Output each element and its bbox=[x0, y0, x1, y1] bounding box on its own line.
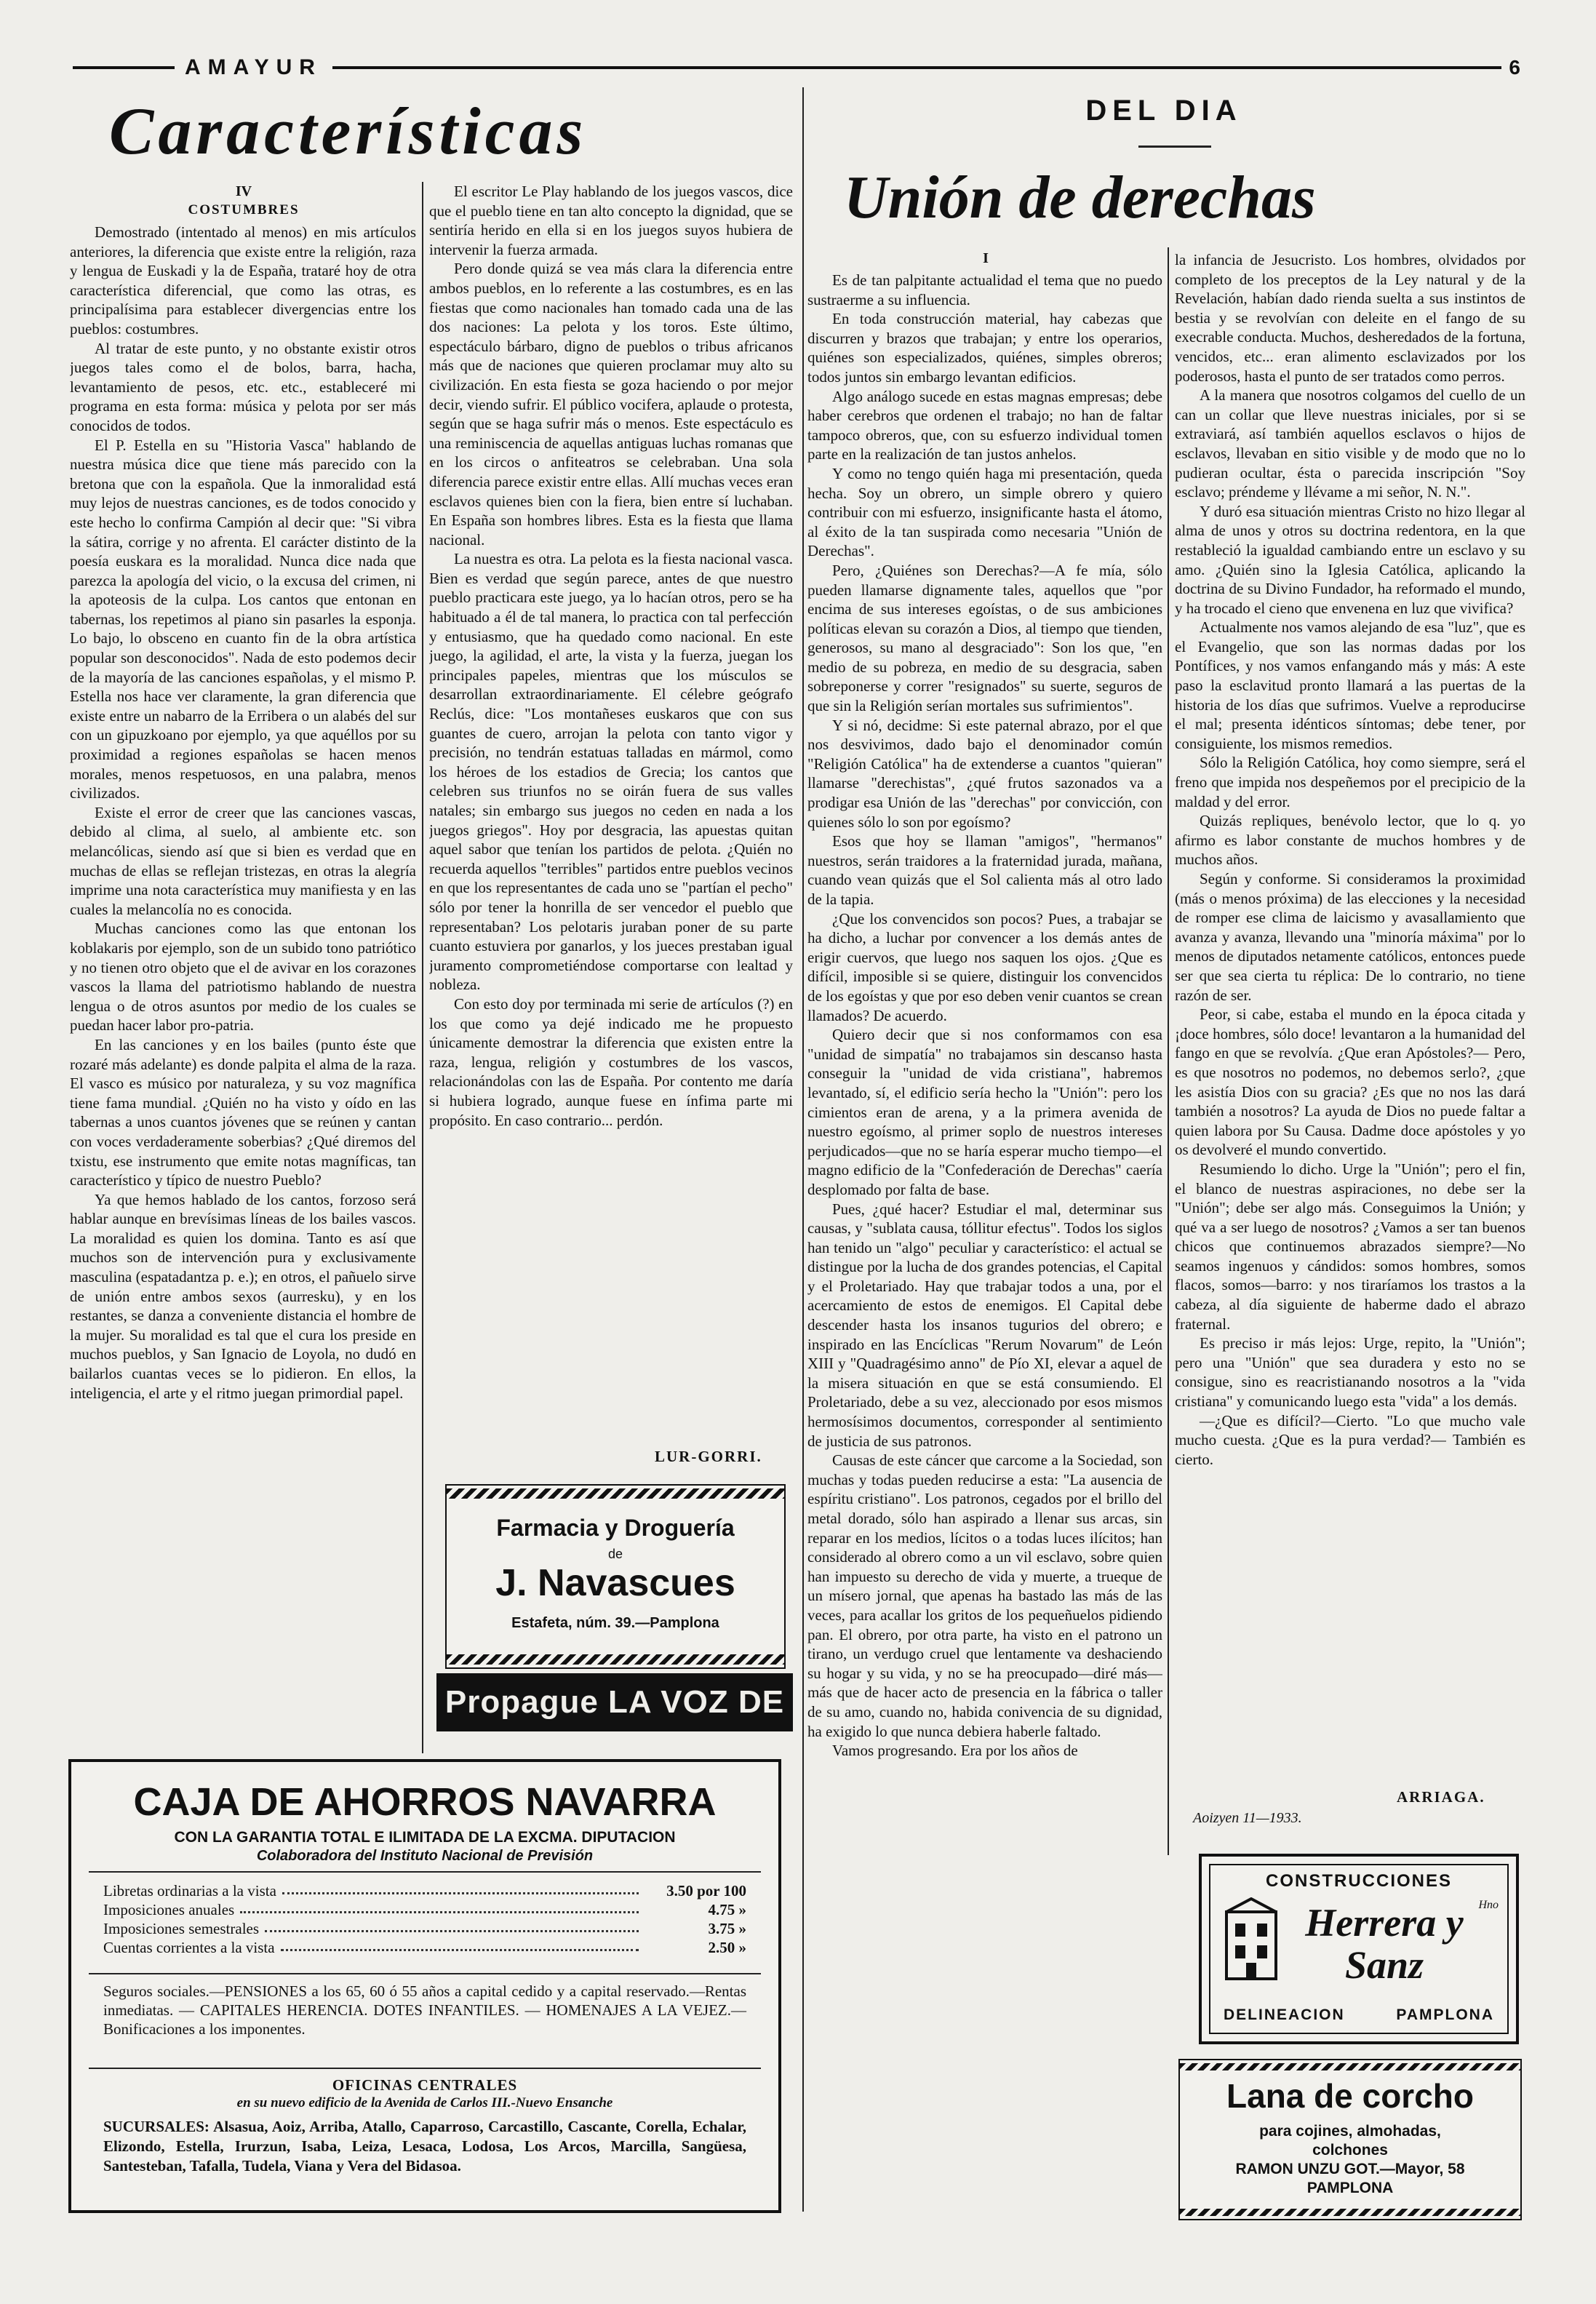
paragraph: Con esto doy por terminada mi serie de artículos (?) en los que como ya dejé indicado me he propuesto únicamente demostrar la diferencia que existen entre la raza, lengua, religión y costumbres de los vascos, relacionándolas con las de España. Por contento me daría si hubiera logrado, aunque fuese en ínfima parte mi propósito. En caso contrario... perdón. bbox=[429, 994, 793, 1129]
herrera-right: PAMPLONA bbox=[1396, 2006, 1494, 2023]
right-article-kicker: DEL DIA bbox=[1085, 95, 1242, 127]
caja-services: Seguros sociales.—PENSIONES a los 65, 60 ó 55 años a capital cedido y a capital reservado.—Rentas inmediatas. — CAPITALES HERENCIA. DOTES INFANTILES. — HOMENAJES A LA VEJEZ.—Bonificaciones a los imponentes. bbox=[103, 1982, 746, 2038]
farmacia-line1: Farmacia y Droguería bbox=[496, 1515, 735, 1541]
paragraph: Peor, si cabe, estaba el mundo en la época citada y ¡doce hombres, sólo doce! levantaron a la humanidad del fango en que se revolvía. ¿Que eran Apóstoles?— Pero, es que nosotros no podemos, no debemos serlo?, ¿que les asistía Dios con su gracia? ¿Es que no nos las dará también a nosotros? La ayuda de Dios no puede faltar a quien labora por Su Causa. Dadme doce apóstoles y yo os devolveré el mundo convertido. bbox=[1175, 1005, 1525, 1159]
rate-leader bbox=[282, 1881, 639, 1894]
caja-sub2: Colaboradora del Instituto Nacional de Previsión bbox=[256, 1848, 594, 1864]
rate-row bbox=[103, 1938, 746, 1957]
left-article-signature: LUR-GORRI. bbox=[655, 1448, 762, 1465]
paragraph: —¿Que es difícil?—Cierto. "Lo que mucho vale mucho cuesta. ¿Que es la pura verdad?— También es cierto. bbox=[1175, 1411, 1525, 1468]
paragraph: Vamos progresando. Era por los años de bbox=[832, 1742, 1078, 1760]
left-article-part: IV bbox=[235, 183, 252, 199]
paragraph: Es preciso ir más lejos: Urge, repito, la "Unión"; pero una "Unión" que sea duradera y esto no se consigue, sino es reacristianando nosotros a la "vida cristiana" y comunicando luego esta "vida" a los demás. bbox=[1175, 1334, 1525, 1411]
right-article-dateline: Aoizyen 11—1933. bbox=[1193, 1810, 1302, 1826]
lana-border-top bbox=[1180, 2063, 1520, 2070]
lana-line3: RAMON UNZU GOT.—Mayor, 58 bbox=[1235, 2161, 1465, 2177]
left-article-column-2 bbox=[429, 182, 793, 1433]
caja-rates-list bbox=[103, 1881, 746, 1957]
herrera-top: CONSTRUCCIONES bbox=[1265, 1871, 1452, 1891]
herrera-name: Herrera y Sanz bbox=[1305, 1901, 1464, 1987]
page-number: 6 bbox=[1509, 56, 1520, 79]
rate-label: Libretas ordinarias a la vista bbox=[103, 1882, 276, 1900]
farmacia-border-top bbox=[447, 1488, 784, 1499]
caja-offices-sub: en su nuevo edificio de la Avenida de Carlos III.-Nuevo Ensanche bbox=[236, 2095, 613, 2110]
paragraph: En las canciones y en los bailes (punto éste que rozaré más adelante) es donde palpita el alma de la raza. El vasco es músico por naturaleza, y su voz magnífica tiene fama mundial. ¿Quién no ha visto y oído en las tabernas a unos cuantos jóvenes que se reúnen y cantan con voces verdaderamente soberbias? ¿Qué diremos del txistu, ese instrumento que emite notas magníficas, tan característico y típico de nuestro Pueblo? bbox=[70, 1035, 416, 1189]
herrera-mark: Hno bbox=[1478, 1899, 1499, 1911]
farmacia-name: J. Navascues bbox=[495, 1562, 735, 1604]
rate-leader bbox=[281, 1938, 639, 1951]
lana-line4: PAMPLONA bbox=[1306, 2180, 1394, 2196]
paragraph: Ya que hemos hablado de los cantos, forzoso será hablar aunque en brevísimas líneas de los bailes vascos. La moralidad es quien los domina. Tanto es así que muchos son de intervención pura y exclusivamente masculina (espatadantza p. e.); en otros, el pañuelo sirve de unión entre ambos sexos (aurresku), y en los restantes, se danza a conveniente distancia el hombre de la mujer. Su moralidad es tal que el cura los preside en muchos pueblos, y San Ignacio de Loyola, no dudó en bailarlos cuantas veces se lo pidieron. En ellos, la inteligencia, el arte y el ritmo juegan primordial papel. bbox=[70, 1190, 416, 1402]
right-article-signature: ARRIAGA. bbox=[1397, 1788, 1485, 1806]
rate-leader bbox=[265, 1919, 639, 1932]
paragraph: Según y conforme. Si consideramos la proximidad (más o menos próxima) de las elecciones y la necesidad de romper ese clima de laicismo y avasallamiento que avanza y avanza, llevando una "minoría máxima" por lo menos de diputados netamente católicos, entonces puede ser que sea cierta tu réplica: De lo contrario, no tiene razón de ser. bbox=[1175, 870, 1525, 1004]
herrera-left: DELINEACION bbox=[1224, 2006, 1345, 2023]
left-article-title: Características bbox=[109, 94, 588, 168]
paragraph: Existe el error de creer que las canciones vascas, debido al clima, al suelo, al ambiente etc. son melancólicas, siendo así que si bien es verdad que en muchas de ellas se reflejan tristezas, en otras la alegría imprime una nota característica muy manifiesta y en las cuales la melancolía no es conocida. bbox=[70, 803, 416, 918]
paragraph: Esos que hoy se llaman "amigos", "hermanos" nuestros, serán traidores a la fraternidad jurada, mañana, cuando vean quizás que el Sol calienta más al otro lado de la tapia. bbox=[807, 832, 1162, 908]
paragraph: Causas de este cáncer que carcome a la Sociedad, son muchas y todas pueden reducirse a esta: "La ausencia de espíritu cristiano". Los patronos, cegados por el brillo del metal dorado, sólo han aspirado a llenar sus arcas, sin reparar en los medios, lícitos o a todas luces ilícitos; han considerado al obrero como a un vil esclavo, sobre quien han impuesto su derecho de vida y muerte, a trueque de un mísero jornal, que apenas ha bastado las más de las veces, para acallar los gritos de los pequeñuelos pidiendo pan. El obrero, por otra parte, ha visto en el patrono un tirano, un verdugo cruel que lentamente va deshaciendo su hogar y su vida, y no se ha preocupado—diré más—más que de hacer acto de presencia en la fábrica o taller de su amo, cuando no, habida conivencia de su dignidad, ha exigido lo que nunca debiera haberle faltado. bbox=[807, 1451, 1162, 1740]
masthead bbox=[73, 57, 1528, 79]
paragraph: Algo análogo sucede en estas magnas empresas; debe haber cerebros que ordenen el trabajo; no han de faltar tampoco obreros, que, con su esfuerzo individual tomen parte en la realización de tan justos anhelos. bbox=[807, 387, 1162, 463]
kicker-underline bbox=[1138, 146, 1211, 148]
paragraph: Demostrado (intentado al menos) en mis artículos anteriores, la diferencia que existe entre la religión, raza y lengua de Euskadi y la de España, trataré hoy de otra característica diferencial, que como las otras, es principalísima para establecer divergencias entre los pueblos: costumbres. bbox=[70, 223, 416, 338]
rate-row bbox=[103, 1900, 746, 1919]
caja-sub1: CON LA GARANTIA TOTAL E ILIMITADA DE LA EXCMA. DIPUTACION bbox=[174, 1829, 676, 1846]
farmacia-de: de bbox=[607, 1547, 623, 1561]
lana-title: Lana de corcho bbox=[1226, 2077, 1474, 2115]
column-rule-1 bbox=[422, 182, 423, 1753]
left-article-column-1 bbox=[70, 223, 416, 1736]
paragraph: Sólo la Religión Católica, hoy como siempre, será el freno que impida nos despeñemos por el precipicio de la maldad y del error. bbox=[1175, 754, 1525, 810]
rate-value: 4.75 » bbox=[708, 1901, 746, 1918]
paragraph: la infancia de Jesucristo. Los hombres, olvidados por completo de los preceptos de la Ley natural y de la Revelación, habían dado rienda suelta a sus instintos de bestia y se revolvían con deleite en el fango de su execrable conducta. Muchos, desheredados de la fortuna, vencidos, etc... eran alimento esclavizados por los poderosos, hasta el punto de ser tratados como perros. bbox=[1175, 251, 1525, 385]
paragraph: Quizás repliques, benévolo lector, que lo q. yo afirmo es labor constante de muchos hombres y de muchos años. bbox=[1175, 812, 1525, 869]
left-article-section: COSTUMBRES bbox=[188, 202, 300, 218]
caja-rule-3 bbox=[89, 2068, 761, 2069]
right-article-column-4 bbox=[1175, 250, 1525, 1771]
paragraph: Y como no tengo quién haga mi presentación, queda hecha. Soy un obrero, un simple obrero y quiero contribuir con mi esfuerzo, insignificante hasta el átomo, al éxito de la tan suspirada como necesaria "Unión de Derechas". bbox=[807, 464, 1162, 560]
lana-corcho-ad bbox=[1178, 2059, 1522, 2220]
paragraph: El escritor Le Play hablando de los juegos vascos, dice que el pueblo tiene en tan alto concepto la dignidad, que se sentiría herido en ella si en los juegos suyos hubiera de intervenir la fuerza armada. bbox=[429, 183, 793, 258]
rate-label: Cuentas corrientes a la vista bbox=[103, 1939, 275, 1956]
caja-offices-title: OFICINAS CENTRALES bbox=[332, 2076, 518, 2094]
rate-label: Imposiciones semestrales bbox=[103, 1920, 260, 1937]
paragraph: A la manera que nosotros colgamos del cuello de un can un collar que lleve nuestras iniciales, por si se extraviará, así también aquellos esclavos o hijos de esclavos, llevaban en sitio visible y de modo que no lo pudieran ocultar, ésta o parecida inscripción "Soy esclavo; préndeme y llévame a mi señor, N. N.". bbox=[1175, 386, 1525, 501]
rate-label: Imposiciones anuales bbox=[103, 1901, 235, 1918]
masthead-rule-right bbox=[332, 66, 1502, 69]
rate-value: 3.75 » bbox=[708, 1920, 746, 1937]
paragraph: En toda construcción material, hay cabezas que discurren y brazos que trabajan; y entre los operarios, quiénes son especializados, quiénes, simples obreros; todos juntos sin embargo levantan edificios. bbox=[807, 310, 1162, 386]
right-article-part: I bbox=[983, 250, 989, 266]
paragraph: La nuestra es otra. La pelota es la fiesta nacional vasca. Bien es verdad que según parece, antes de que nuestro pueblo practicara este juego, ya lo hacían otros, pero se ha habituado a él de tal manera, lo practica con tal perfección y entusiasmo, que ha quedado como nacional. En este juego, la agilidad, el arte, la vista y la fuerza, juegan los principales papeles, mientras que los músculos se desarrollan extraordinariamente. El célebre geógrafo Reclús, dice: "Los montañeses euskaros que con sus guantes de cuero, arrojan la pelota con tanto vigor y precisión, no tendrán estatuas talladas en mármol, como los héroes de los estadios de Grecia; los cantos que celebren sus triunfos no se oirán fuera de sus valles natales; sin embargo sus juegos no ceden en nada a los juegos griegos". Hoy por desgracia, las apuestas quitan aquel sabor que tenían los partidos de pelota. ¿Quién no recuerda aquellos "terribles" partidos entre pueblos vecinos en que los representantes de cada uno se "partían el pecho" sólo por tener la honrilla de ser vencedor el pueblo que representaban? Los pelotaris juraban poner de su parte cuanto estuviera por ganarlos, y los jueces prestaban igual juramento comprometiéndose comportarse con lealtad y nobleza. bbox=[429, 550, 793, 994]
lana-line2: colchones bbox=[1312, 2142, 1388, 2158]
paragraph: Quiero decir que si nos conformamos con esa "unidad de simpatía" no trabajamos sin descanso hasta conseguir la "unidad de vida cristiana", habremos levantado, sí, el edificio sería hecho la "Unión": pero los cimientos eran de arena, y a la primera avenida de nuestro egoísmo, al primer soplo de nuestros intereses perjudicados—que no se haría esperar mucho tiempo—el magno edificio de la "Confederación de Derechas" caería desplomado por falta de base. bbox=[807, 1026, 1162, 1198]
paragraph: Es de tan palpitante actualidad el tema que no puedo sustraerme a su influencia. bbox=[807, 271, 1162, 308]
caja-rule-1 bbox=[89, 1871, 761, 1873]
rate-value: 2.50 » bbox=[708, 1939, 746, 1956]
rate-leader bbox=[240, 1900, 639, 1913]
caja-branches: SUCURSALES: Alsasua, Aoiz, Arriba, Atallo, Caparroso, Carcastillo, Cascante, Corella, Echalar, Elizondo, Estella, Irurzun, Isaba, Leiza, Lesaca, Lodosa, Los Arcos, Marcilla, Sangüesa, Santesteban, Tafalla, Tudela, Viana y Vera del Bidasoa. bbox=[103, 2118, 746, 2175]
column-rule-3 bbox=[1168, 247, 1169, 1855]
column-rule-2 bbox=[802, 87, 804, 2212]
propague-banner: Propague LA VOZ DE bbox=[436, 1673, 793, 1731]
paragraph: ¿Que los convencidos son pocos? Pues, a trabajar se ha dicho, a luchar por convencer a los demás antes de erigir cuervos, que luego nos saquen los ojos. ¿Que es difícil, imposible si se quiere, distinguir los convencidos de los egoístas y que por eso deben venir cuantos se crean llamados? De acuerdo. bbox=[807, 909, 1162, 1024]
caja-ahorros-ad bbox=[68, 1759, 781, 2213]
caja-title: CAJA DE AHORROS NAVARRA bbox=[133, 1780, 717, 1824]
right-article-title: Unión de derechas bbox=[844, 164, 1316, 231]
paragraph: Resumiendo lo dicho. Urge la "Unión"; pero el fin, el blanco de nuestras aspiraciones, no debe ser la "Unión"; debe ser algo más. Conseguimos la Unión; y qué va a ser luego de nosotros? ¿Vamos a ser tan buenos chicos que continuemos abrazados siempre?—No seamos ingenuos y cándidos: somos hombres, somos flacos, somos—barro: y nos tiraríamos los trastos a la cabeza, al día siguiente de haberme dado el abrazo fraternal. bbox=[1175, 1160, 1525, 1333]
masthead-rule-left bbox=[73, 66, 175, 69]
paragraph: Pues, ¿qué hacer? Estudiar el mal, determinar sus causas, y "sublata causa, tóllitur efectus". Todos los siglos han tenido un "algo" peculiar y característico: el actual se distingue por la lucha de dos grandes potencias, el Capital y el Proletariado. Hay que trabajar todos a una, por el acercamiento de estos de enemigos. El Capital debe descender hasta los insanos tugurios del obrero; e inspirado en las Encíclicas "Rerum Novarum" de León XIII y "Quadragésimo anno" de Pío XI, elevar a aquel de la misera situación en que se está consumiendo. El Proletariado, debe a su vez, aleccionado por esos mismos hermosísimos documentos, corresponder al sentimiento de justicia de sus patronos. bbox=[807, 1200, 1162, 1450]
caja-rule-2 bbox=[89, 1973, 761, 1974]
farmacia-address: Estafeta, núm. 39.—Pamplona bbox=[511, 1615, 719, 1631]
farmacia-border-bottom bbox=[447, 1654, 784, 1665]
paragraph: Al tratar de este punto, y no obstante existir otros juegos tales como el de bolos, barra, hacha, levantamiento de pesos, etc. etc., estableceré mi programa en esta forma: música y pelota por ser más conocidos de todos. bbox=[70, 339, 416, 434]
herrera-sanz-ad bbox=[1199, 1854, 1519, 2044]
lana-line1: para cojines, almohadas, bbox=[1259, 2123, 1441, 2140]
rate-row bbox=[103, 1881, 746, 1900]
rate-value: 3.50 por 100 bbox=[666, 1882, 746, 1900]
paragraph: Pero, ¿Quiénes son Derechas?—A fe mía, sólo pueden llamarse dignamente tales, aquellos que "por encima de sus intereses egoístas, o de sus ambiciones políticas elevan su corazón a Dios, al tiempo que tienden, generosos, su mano al desgraciado": Son los que, "en medio de su pobreza, en medio de su desgracia, saben sobreponerse y correr "resignados" su suerte, seguros de que sin la Religión serían mortales sus sufrimientos". bbox=[807, 561, 1162, 715]
building-icon bbox=[1222, 1897, 1280, 1985]
paragraph: El P. Estella en su "Historia Vasca" hablando de nuestra música dice que tiene más parecido con la bretona que con la española. Que la inmoralidad está muy lejos de nuestras canciones, es de todos conocido y este hecho lo confirma Campión al decir que: "Si vibra la sátira, corrige y no afrenta. El carácter distinto de la poesía euskara es la moralidad. Nunca dice nada que parezca la apología del vicio, o la excusa del crimen, ni la apoteosis de la culpa. Los cantos que entonan en tabernas, los repetimos al piano sin pasarles la esponja. Lo bajo, lo obsceno en cuanto fin de la obra artística popular son desconocidos". Nada de esto podemos decir de la mayoría de las canciones españolas, y el mismo P. Estella nos hace ver claramente, la gran diferencia que existe entre un nabarro de la Erribera o un alabés del sur con un gipuzkoano por ejemplo, ya que aquéllos por su proximidad a regiones españolas se hacen menos morales, menos respetuosos, en una palabra, menos civilizados. bbox=[70, 436, 416, 802]
farmacia-ad bbox=[445, 1484, 786, 1669]
paragraph: Actualmente nos vamos alejando de esa "luz", que es el Evangelio, que son las normas dadas por los Pontífices, y nos vamos enfangando más y más: A este paso la esclavitud pronto llamará a las puertas de la historia de los días que sufrimos. Vuelve a reproducirse el mal; presenta idénticos síntomas; debe tener, por consiguiente, los mismos remedios. bbox=[1175, 618, 1525, 752]
rate-row bbox=[103, 1919, 746, 1938]
paragraph: Muchas canciones como las que entonan los koblakaris por ejemplo, son de un subido tono patriótico y no tienen otro objeto que el de avivar en los corazones vascos la llama del patriotismo hablando de nuestra lengua o de otros asuntos por medio de los cuales se puedan hacer labor pro-patria. bbox=[70, 920, 416, 1035]
lana-border-bottom bbox=[1180, 2209, 1520, 2216]
paragraph: Y si nó, decidme: Si este paternal abrazo, por el que nos desvivimos, dado bajo el denominador común "Religión Católica" ha de extenderse a cuantos "quieran" llamarse "derechistas", ¿qué frutos sazonados va a prodigar esa Unión de las "derechas" por convicción, con quienes sólo lo son por egoísmo? bbox=[807, 716, 1162, 831]
paragraph: Y duró esa situación mientras Cristo no hizo llegar al alma de unos y otros su doctrina redentora, en la que restableció la igualdad cambiando entre un esclavo y su amo. ¿Quién sino la Iglesia Católica, aplicando la doctrina de su Divino Fundador, ha reformado el mundo, y ha trocado el cieno que envenena en luz que vivifica? bbox=[1175, 502, 1525, 617]
right-article-column-3 bbox=[807, 271, 1162, 2220]
paragraph: Pero donde quizá se vea más clara la diferencia entre ambos pueblos, en lo referente a las costumbres, es en las fiestas que como nacionales han tomado cada una de las dos naciones: La pelota y los toros. Este último, espectáculo bárbaro, digno de pueblos o tribus africanos más que de naciones que quieren proclamar muy alto su civilización. En esta fiesta se goza haciendo o por mejor decir, viendo sufrir. El público vocifera, aplaude o protesta, según que se haga sufrir más o menos. Este espectáculo es una reminiscencia de aquellas antiguas luchas romanas que en los circos o anfiteatros se celebraban. Una sola diferencia parece existir entre ellas. Allí muchas veces eran esclavos quienes bien con la fiera, bien entre sí luchaban. En España son hombres libres. Esta es la fiesta que llama nacional. bbox=[429, 260, 793, 549]
paper-name: AMAYUR bbox=[185, 55, 322, 79]
